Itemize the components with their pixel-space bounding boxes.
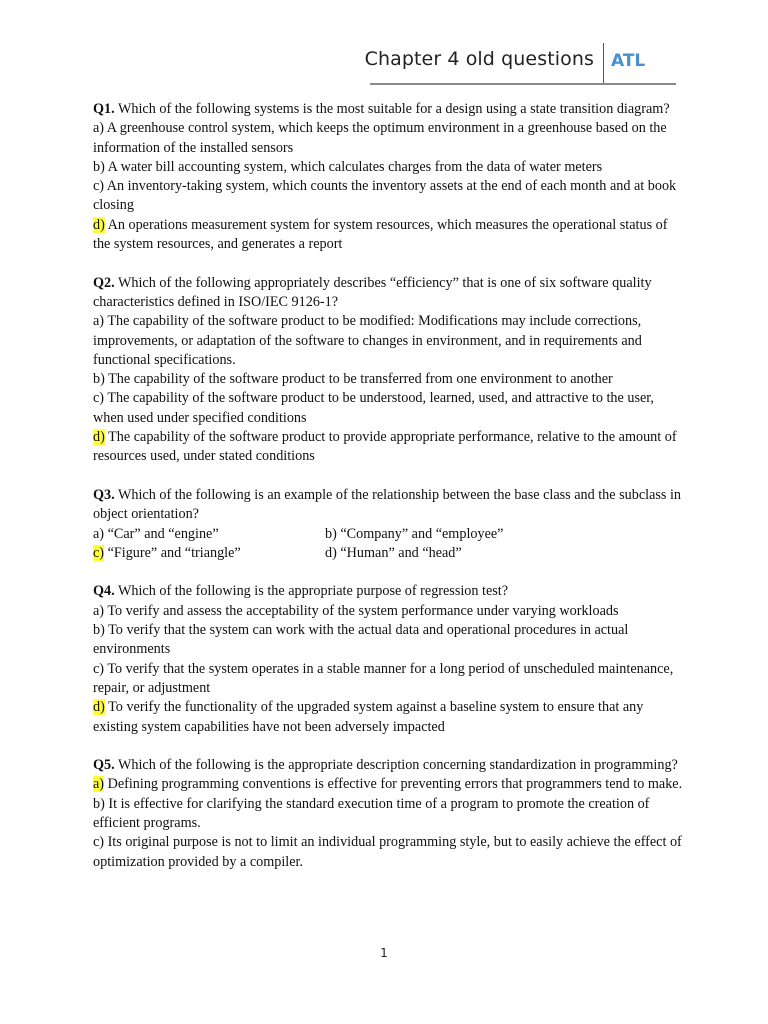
question-text: Which of the following appropriately describes “efficiency” that is one of six software quality characteristics defined in ISO/IEC 9126-1? [93,274,652,310]
document-title: Chapter 4 old questions [364,48,594,70]
option-text: To verify that the system operates in a stable manner for a long period of unscheduled maintenance, repair, or adjustment [93,660,674,696]
option-d [93,428,683,467]
question-4 [93,582,683,736]
question-text: Which of the following systems is the most suitable for a design using a state transition diagram? [117,101,670,117]
option-a [93,525,325,544]
option-letter: a) [93,313,105,330]
option-c [93,660,683,699]
option-letter: c) [93,834,105,851]
correct-answer-highlight: d) [93,429,105,446]
option-b [93,370,683,389]
question-number: Q4. [93,583,115,600]
question-1 [93,100,683,254]
option-text: Defining programming conventions is effective for preventing errors that programmers tend to make. [107,776,683,793]
option-text: “Human” and “head” [340,544,462,561]
questions-list [93,100,683,891]
option-a [93,312,683,370]
option-a [93,119,683,158]
option-a [93,602,683,621]
option-text: Its original purpose is not to limit an individual programming style, but to easily achieve the effect of optimization provided by a compiler. [93,834,682,870]
question-text: Which of the following is the appropriate description concerning standardization in programming? [117,757,678,774]
option-b [93,795,683,834]
option-text: To verify and assess the acceptability of the system performance under varying workloads [107,602,619,619]
option-c [93,177,683,216]
option-text: “Company” and “employee” [340,525,504,542]
correct-answer-highlight: c) [93,544,105,561]
header-rule [370,83,676,85]
question-stem [93,486,683,525]
question-5 [93,756,683,872]
page-number: 1 [380,946,388,960]
question-stem [93,100,683,119]
option-letter: b) [325,525,337,542]
option-letter: b) [93,622,105,639]
option-row [93,544,683,563]
question-number: Q5. [93,757,115,774]
option-text: The capability of the software product to be modified: Modifications may include corrections, improvements, or adaptation of the software to changes in environment, and in requirements and functional specifications. [93,313,642,368]
option-text: The capability of the software product to provide appropriate performance, relative to the amount of resources used, under stated conditions [93,429,677,465]
question-number: Q1. [93,101,115,117]
option-text: An operations measurement system for system resources, which measures the operational status of the system resources, and generates a report [93,216,668,253]
option-letter: a) [93,602,105,619]
option-letter: a) [93,525,105,542]
question-text: Which of the following is the appropriate purpose of regression test? [117,583,509,600]
option-a [93,775,683,794]
option-d [325,544,557,563]
question-stem [93,756,683,775]
question-2 [93,274,683,467]
option-b [93,621,683,660]
option-letter: b) [93,795,105,812]
option-b [325,525,557,544]
option-d [93,698,683,737]
question-3 [93,486,683,563]
option-letter: c) [93,390,105,407]
correct-answer-highlight: d) [93,216,105,233]
correct-answer-highlight: a) [93,776,105,793]
option-letter: c) [93,178,105,195]
option-text: An inventory-taking system, which counts the inventory assets at the end of each month and at book closing [93,178,677,214]
option-letter: c) [93,660,105,677]
option-row [93,525,683,544]
option-d [93,216,683,255]
option-letter: b) [93,371,105,388]
question-number: Q2. [93,274,115,291]
option-text: It is effective for clarifying the standard execution time of a program to promote the creation of efficient programs. [93,795,650,831]
page-header [0,0,768,90]
option-c [93,544,325,563]
option-c [93,833,683,872]
brand-logo-text: ATL [611,51,646,71]
option-c [93,389,683,428]
option-text: “Car” and “engine” [107,525,219,542]
option-text: The capability of the software product to be transferred from one environment to another [108,371,613,388]
question-number: Q3. [93,486,115,503]
option-text: To verify that the system can work with the actual data and operational procedures in actual environments [93,622,629,658]
option-b [93,158,683,177]
correct-answer-highlight: d) [93,699,105,716]
option-text: The capability of the software product to be understood, learned, used, and attractive to the user, when used under specified conditions [93,390,654,426]
option-text: “Figure” and “triangle” [107,544,241,561]
question-text: Which of the following is an example of the relationship between the base class and the subclass in object orientation? [93,486,681,523]
question-stem [93,582,683,601]
option-letter: a) [93,120,105,137]
option-letter: b) [93,158,105,175]
header-divider [603,43,604,85]
question-stem [93,274,683,313]
option-text: To verify the functionality of the upgraded system against a baseline system to ensure that any existing system capabilities have not been adversely impacted [93,699,644,735]
option-letter: d) [325,544,337,561]
option-text: A water bill accounting system, which calculates charges from the data of water meters [107,158,603,175]
option-text: A greenhouse control system, which keeps the optimum environment in a greenhouse based on the information of the installed sensors [93,120,667,156]
